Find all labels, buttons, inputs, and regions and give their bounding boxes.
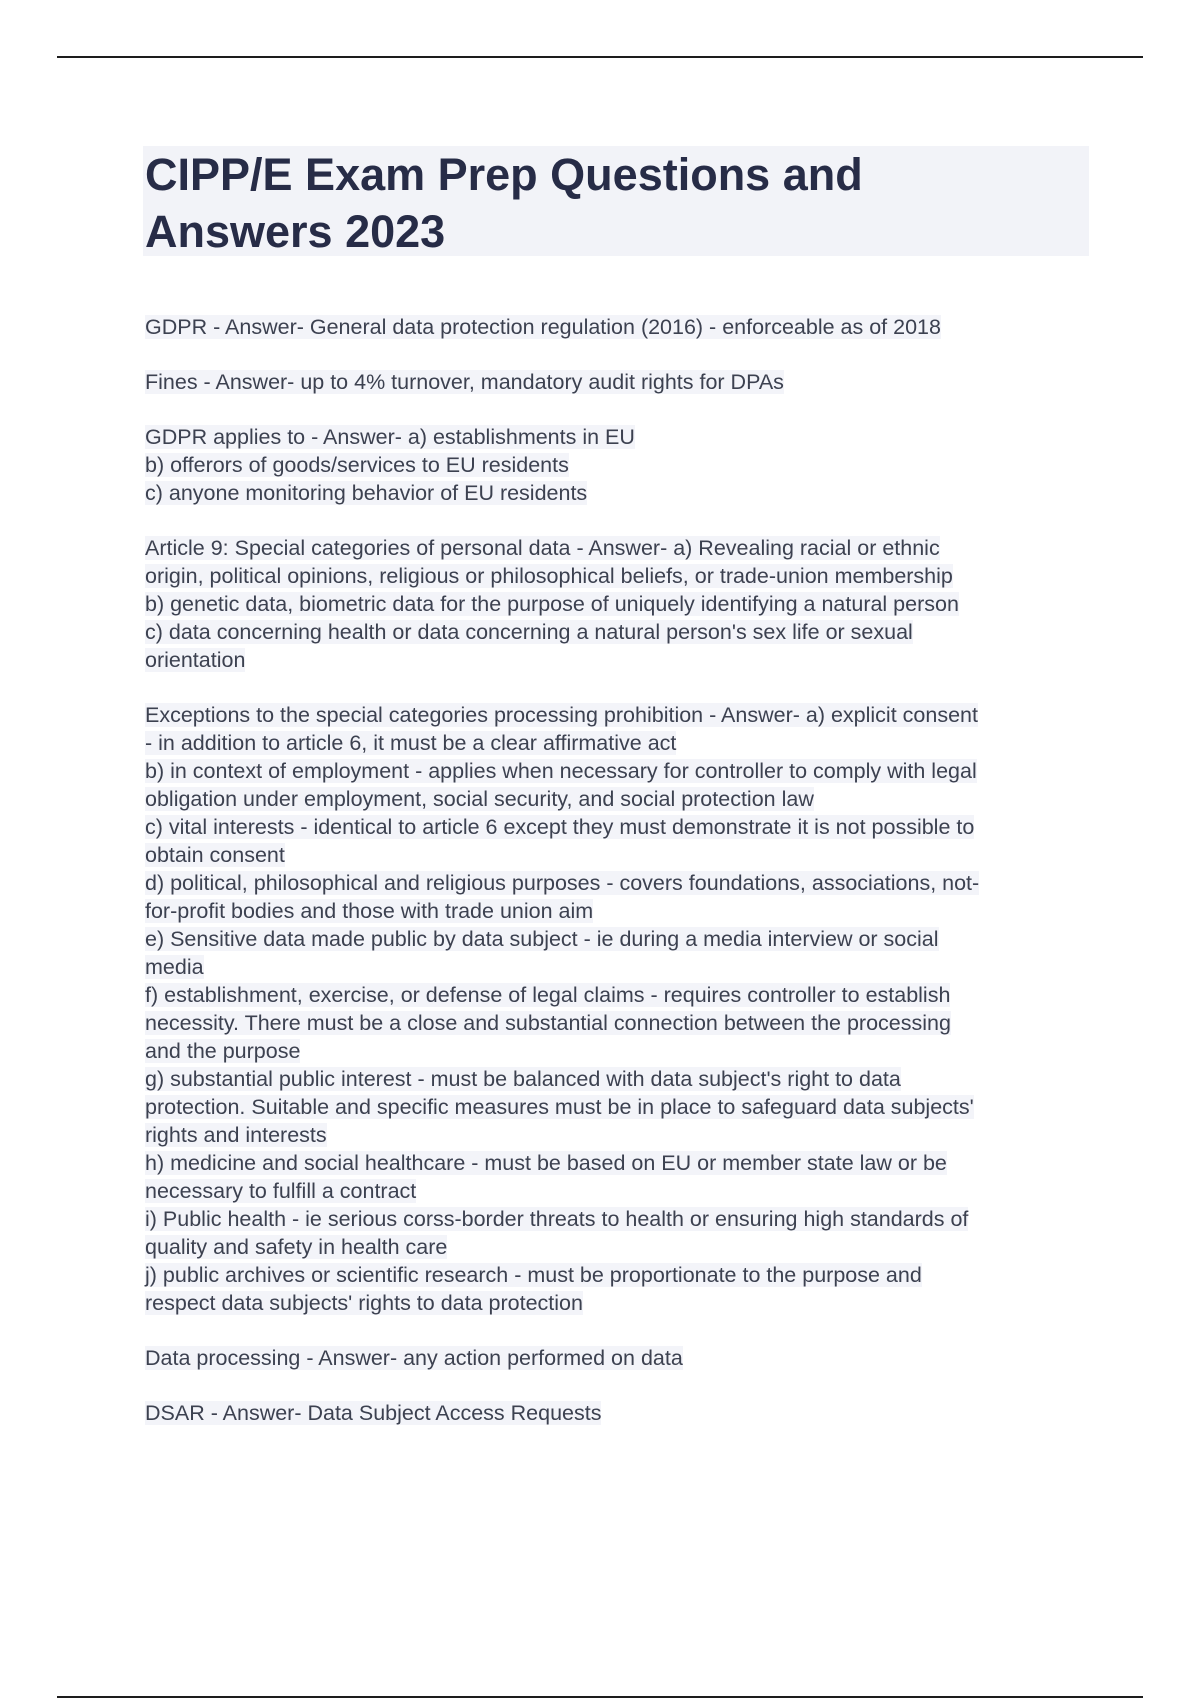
qa-line xyxy=(145,1149,1095,1177)
qa-line-text: b) in context of employment - applies when necessary for controller to comply with legal xyxy=(145,759,977,783)
qa-line xyxy=(145,1177,1095,1205)
qa-line xyxy=(145,368,1095,396)
qa-line xyxy=(145,1344,1095,1372)
qa-line-text: Exceptions to the special categories processing prohibition - Answer- a) explicit consent xyxy=(145,703,978,727)
qa-line xyxy=(145,1065,1095,1093)
qa-line-text: f) establishment, exercise, or defense of legal claims - requires controller to establish xyxy=(145,983,951,1007)
qa-line-text: c) data concerning health or data concerning a natural person's sex life or sexual xyxy=(145,620,913,644)
qa-line-text: Data processing - Answer- any action performed on data xyxy=(145,1346,683,1370)
qa-line-text: h) medicine and social healthcare - must be based on EU or member state law or be xyxy=(145,1151,947,1175)
qa-line-text: media xyxy=(145,955,204,979)
qa-entry xyxy=(145,368,1095,396)
qa-line-text: quality and safety in health care xyxy=(145,1235,448,1259)
qa-line-text: g) substantial public interest - must be balanced with data subject's right to data xyxy=(145,1067,901,1091)
qa-line-text: GDPR - Answer- General data protection regulation (2016) - enforceable as of 2018 xyxy=(145,315,941,339)
qa-line-text: origin, political opinions, religious or philosophical beliefs, or trade-union membership xyxy=(145,564,953,588)
qa-entry xyxy=(145,423,1095,507)
bottom-rule xyxy=(57,1696,1143,1698)
qa-line xyxy=(145,1121,1095,1149)
qa-entry xyxy=(145,1399,1095,1427)
qa-line xyxy=(145,534,1095,562)
qa-line-text: d) political, philosophical and religious purposes - covers foundations, associations, not- xyxy=(145,871,980,895)
qa-line xyxy=(145,590,1095,618)
qa-line-text: i) Public health - ie serious corss-border threats to health or ensuring high standards of xyxy=(145,1207,969,1231)
qa-line xyxy=(145,646,1095,674)
qa-line-text: respect data subjects' rights to data protection xyxy=(145,1291,583,1315)
top-rule xyxy=(57,56,1143,58)
qa-line-text: necessity. There must be a close and substantial connection between the processing xyxy=(145,1011,951,1035)
qa-line-text: c) anyone monitoring behavior of EU residents xyxy=(145,481,588,505)
qa-line-text: - in addition to article 6, it must be a clear affirmative act xyxy=(145,731,677,755)
qa-line xyxy=(145,897,1095,925)
qa-line-text: for-profit bodies and those with trade union aim xyxy=(145,899,594,923)
qa-line xyxy=(145,1037,1095,1065)
qa-line xyxy=(145,1399,1095,1427)
qa-line-text: obtain consent xyxy=(145,843,285,867)
qa-line xyxy=(145,1289,1095,1317)
qa-entry xyxy=(145,313,1095,341)
qa-line-text: rights and interests xyxy=(145,1123,327,1147)
qa-line-text: and the purpose xyxy=(145,1039,301,1063)
qa-line xyxy=(145,757,1095,785)
qa-line xyxy=(145,701,1095,729)
qa-line-text: DSAR - Answer- Data Subject Access Requests xyxy=(145,1401,602,1425)
qa-line-text: b) offerors of goods/services to EU residents xyxy=(145,453,569,477)
qa-content xyxy=(145,313,1095,1454)
qa-line-text: necessary to fulfill a contract xyxy=(145,1179,417,1203)
title-line: Answers 2023 xyxy=(145,206,446,257)
qa-line xyxy=(145,1093,1095,1121)
qa-line xyxy=(145,618,1095,646)
qa-entry xyxy=(145,701,1095,1317)
qa-line xyxy=(145,813,1095,841)
title-line: CIPP/E Exam Prep Questions and xyxy=(145,149,863,200)
qa-line xyxy=(145,953,1095,981)
qa-line-text: b) genetic data, biometric data for the purpose of uniquely identifying a natural person xyxy=(145,592,959,616)
qa-line-text: GDPR applies to - Answer- a) establishments in EU xyxy=(145,425,635,449)
qa-line-text: Fines - Answer- up to 4% turnover, mandatory audit rights for DPAs xyxy=(145,370,784,394)
qa-line-text: j) public archives or scientific research - must be proportionate to the purpose and xyxy=(145,1263,922,1287)
qa-line xyxy=(145,729,1095,757)
page-title xyxy=(143,146,1089,260)
qa-line xyxy=(145,451,1095,479)
qa-line-text: e) Sensitive data made public by data subject - ie during a media interview or social xyxy=(145,927,939,951)
qa-line xyxy=(145,925,1095,953)
qa-line-text: protection. Suitable and specific measures must be in place to safeguard data subjects' xyxy=(145,1095,974,1119)
qa-line xyxy=(145,479,1095,507)
title-block xyxy=(143,146,1089,256)
qa-line-text: orientation xyxy=(145,648,246,672)
qa-line xyxy=(145,1009,1095,1037)
qa-line xyxy=(145,423,1095,451)
qa-line xyxy=(145,1205,1095,1233)
qa-line-text: Article 9: Special categories of personal data - Answer- a) Revealing racial or ethnic xyxy=(145,536,940,560)
qa-line xyxy=(145,1261,1095,1289)
qa-line xyxy=(145,785,1095,813)
qa-entry xyxy=(145,1344,1095,1372)
qa-line xyxy=(145,1233,1095,1261)
qa-line-text: obligation under employment, social security, and social protection law xyxy=(145,787,814,811)
qa-line xyxy=(145,981,1095,1009)
qa-line-text: c) vital interests - identical to article 6 except they must demonstrate it is not possible to xyxy=(145,815,975,839)
qa-entry xyxy=(145,534,1095,674)
qa-line xyxy=(145,562,1095,590)
qa-line xyxy=(145,841,1095,869)
qa-line xyxy=(145,313,1095,341)
qa-line xyxy=(145,869,1095,897)
